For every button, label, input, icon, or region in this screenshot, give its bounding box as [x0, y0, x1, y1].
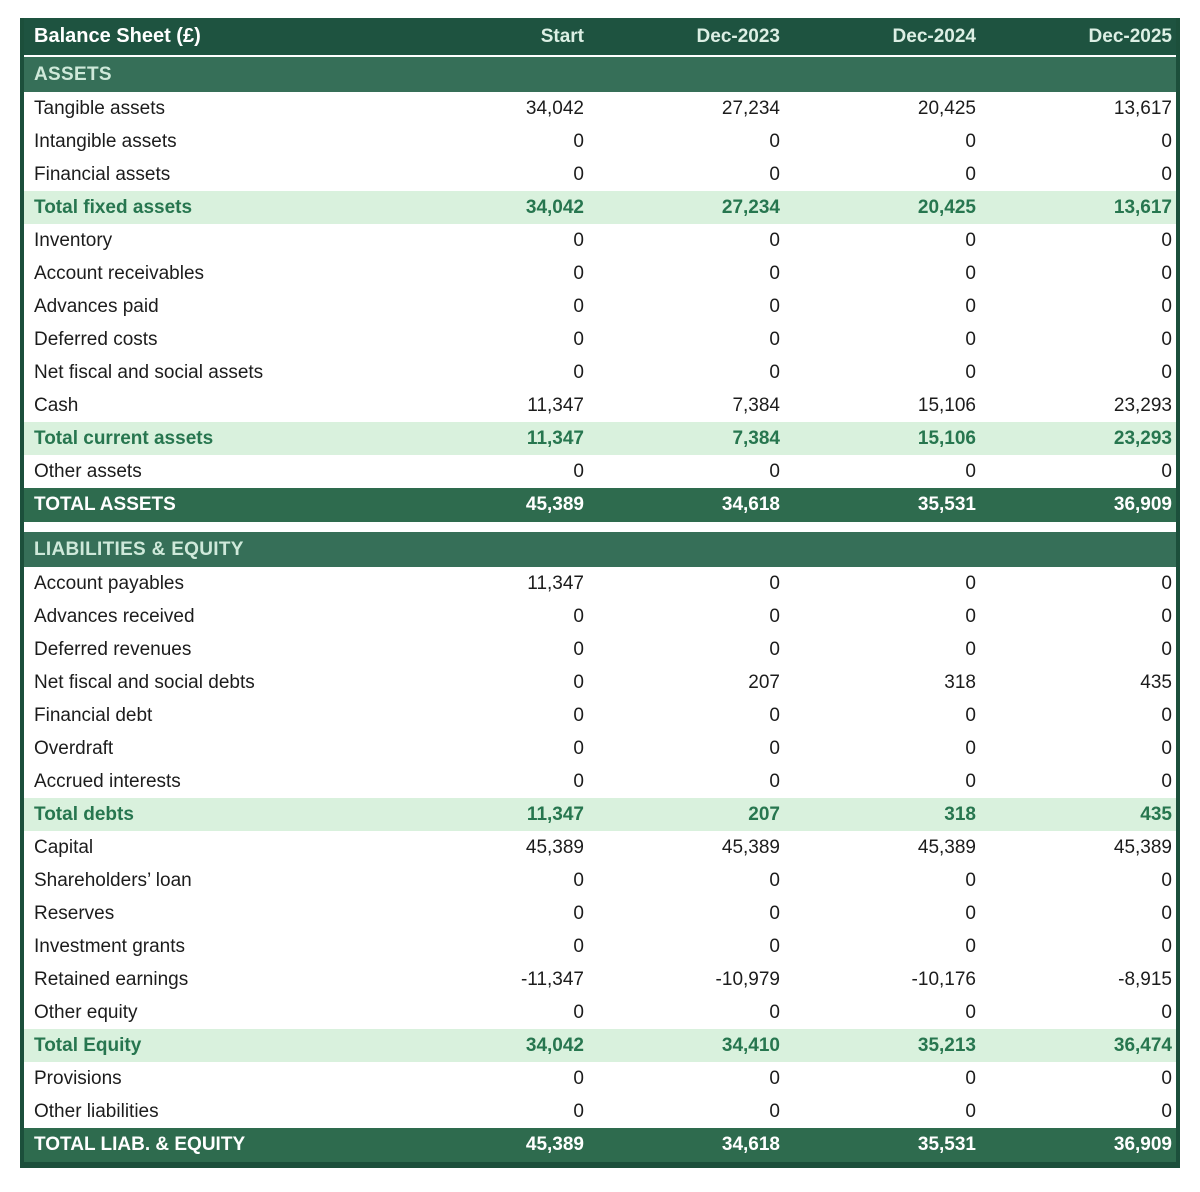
value-cell: 0	[965, 1001, 976, 1023]
value-cell: 34,618	[721, 494, 780, 515]
value-cell: 0	[1161, 737, 1172, 759]
value-cell: 0	[965, 737, 976, 759]
value-cell: 0	[1161, 902, 1172, 924]
value-cell: 34,618	[721, 1134, 780, 1155]
value-cell: 0	[769, 361, 780, 383]
row-label: Account receivables	[34, 262, 205, 284]
value-cell: 207	[748, 803, 780, 825]
value-cell: 0	[1161, 572, 1172, 594]
value-cell: 11,347	[527, 394, 584, 416]
row-label: Financial assets	[34, 163, 171, 185]
table-row	[24, 600, 1176, 633]
value-cell: -11,347	[520, 968, 584, 990]
row-label: Total Equity	[34, 1034, 142, 1056]
value-cell: 7,384	[732, 427, 780, 449]
row-label: Total fixed assets	[34, 196, 193, 218]
value-cell: 0	[965, 262, 976, 284]
value-cell: 0	[1161, 1001, 1172, 1023]
value-cell: 0	[1161, 163, 1172, 185]
table-row	[24, 125, 1176, 158]
table-title: Balance Sheet (£)	[34, 25, 201, 47]
value-cell: 0	[965, 460, 976, 482]
value-cell: 0	[965, 361, 976, 383]
value-cell: 207	[748, 671, 780, 693]
value-cell: 0	[769, 262, 780, 284]
table-row	[24, 699, 1176, 732]
value-cell: 0	[573, 1001, 584, 1023]
column-header-dec-2023: Dec-2023	[696, 25, 780, 47]
value-cell: 0	[573, 295, 584, 317]
value-cell: 45,389	[721, 836, 780, 858]
value-cell: 0	[965, 704, 976, 726]
value-cell: 45,389	[525, 836, 584, 858]
value-cell: 13,617	[1113, 97, 1172, 119]
value-cell: 45,389	[1113, 836, 1172, 858]
value-cell: 0	[965, 130, 976, 152]
value-cell: -8,915	[1118, 968, 1172, 990]
value-cell: 0	[769, 737, 780, 759]
value-cell: 7,384	[732, 394, 780, 416]
table-row	[24, 356, 1176, 389]
value-cell: 0	[573, 869, 584, 891]
value-cell: 0	[965, 328, 976, 350]
table-row	[24, 257, 1176, 290]
value-cell: 35,531	[917, 494, 976, 515]
value-cell: 435	[1140, 671, 1172, 693]
row-label: Total current assets	[34, 427, 214, 449]
value-cell: 0	[769, 935, 780, 957]
row-label: Retained earnings	[34, 968, 189, 990]
value-cell: 0	[1161, 935, 1172, 957]
table-row	[24, 897, 1176, 930]
value-cell: 0	[1161, 638, 1172, 660]
value-cell: 45,389	[525, 1134, 584, 1155]
value-cell: 0	[769, 770, 780, 792]
row-label: Account payables	[34, 572, 184, 594]
table-row	[24, 831, 1176, 864]
value-cell: 0	[769, 328, 780, 350]
row-label: Other equity	[34, 1001, 138, 1023]
value-cell: 0	[1161, 460, 1172, 482]
value-cell: 0	[769, 1100, 780, 1122]
table-row	[24, 666, 1176, 699]
value-cell: 0	[1161, 295, 1172, 317]
value-cell: 0	[769, 295, 780, 317]
value-cell: 23,293	[1113, 394, 1172, 416]
value-cell: 0	[573, 229, 584, 251]
subtotal-row	[24, 798, 1176, 831]
value-cell: 34,042	[525, 196, 584, 218]
table-row	[24, 765, 1176, 798]
value-cell: 27,234	[721, 196, 780, 218]
value-cell: 0	[1161, 328, 1172, 350]
value-cell: 0	[965, 935, 976, 957]
table-row	[24, 158, 1176, 191]
value-cell: 0	[965, 1067, 976, 1089]
section-liabilities-equity	[24, 532, 1176, 1162]
row-label: Advances received	[34, 605, 195, 627]
value-cell: 0	[769, 1067, 780, 1089]
value-cell: 0	[573, 163, 584, 185]
value-cell: 0	[965, 1100, 976, 1122]
row-label: Tangible assets	[34, 97, 165, 119]
row-label: Total debts	[34, 803, 134, 825]
value-cell: 34,410	[721, 1034, 780, 1056]
value-cell: 0	[573, 130, 584, 152]
total-row	[24, 488, 1176, 522]
value-cell: 0	[573, 770, 584, 792]
value-cell: 0	[573, 638, 584, 660]
value-cell: 0	[573, 262, 584, 284]
value-cell: 0	[1161, 869, 1172, 891]
table-row	[24, 930, 1176, 963]
row-label: Other liabilities	[34, 1100, 159, 1122]
table-header-row	[24, 18, 1176, 55]
subtotal-row	[24, 422, 1176, 455]
value-cell: 11,347	[526, 803, 584, 825]
value-cell: 36,909	[1113, 1134, 1172, 1155]
value-cell: 20,425	[917, 97, 976, 119]
value-cell: 0	[965, 638, 976, 660]
value-cell: 0	[1161, 130, 1172, 152]
table-row	[24, 1062, 1176, 1095]
value-cell: -10,176	[911, 968, 976, 990]
row-label: Inventory	[34, 229, 113, 251]
value-cell: 0	[573, 935, 584, 957]
value-cell: 27,234	[721, 97, 780, 119]
value-cell: 0	[573, 671, 584, 693]
row-label: Overdraft	[34, 737, 114, 759]
value-cell: 0	[965, 295, 976, 317]
value-cell: 34,042	[525, 97, 584, 119]
value-cell: 34,042	[525, 1034, 584, 1056]
row-label: Provisions	[34, 1067, 122, 1089]
section-header-row: LIABILITIES & EQUITY	[24, 532, 1176, 567]
value-cell: 0	[1161, 770, 1172, 792]
value-cell: 0	[1161, 1067, 1172, 1089]
value-cell: 0	[573, 704, 584, 726]
value-cell: 0	[769, 1001, 780, 1023]
value-cell: 0	[573, 1067, 584, 1089]
total-row	[24, 1128, 1176, 1162]
value-cell: 0	[573, 605, 584, 627]
table-row	[24, 633, 1176, 666]
table-row	[24, 455, 1176, 488]
value-cell: 0	[769, 130, 780, 152]
value-cell: 0	[769, 572, 780, 594]
value-cell: 0	[769, 460, 780, 482]
row-label: Advances paid	[34, 295, 159, 317]
table-row	[24, 1095, 1176, 1128]
value-cell: 435	[1140, 803, 1172, 825]
row-label: TOTAL ASSETS	[34, 494, 176, 515]
value-cell: 318	[944, 671, 976, 693]
value-cell: 0	[965, 572, 976, 594]
value-cell: 0	[1161, 704, 1172, 726]
subtotal-row	[24, 191, 1176, 224]
subtotal-row	[24, 1029, 1176, 1062]
table-row	[24, 732, 1176, 765]
table-row	[24, 290, 1176, 323]
value-cell: 45,389	[917, 836, 976, 858]
table-row	[24, 389, 1176, 422]
value-cell: 0	[965, 229, 976, 251]
value-cell: 0	[769, 163, 780, 185]
table-row	[24, 567, 1176, 600]
value-cell: 11,347	[526, 427, 584, 449]
row-label: TOTAL LIAB. & EQUITY	[34, 1134, 246, 1155]
table-row	[24, 92, 1176, 125]
value-cell: -10,979	[715, 968, 780, 990]
value-cell: 0	[769, 704, 780, 726]
table-body	[24, 55, 1176, 1162]
balance-sheet-table	[20, 18, 1180, 1168]
value-cell: 0	[573, 328, 584, 350]
row-label: Deferred costs	[34, 328, 158, 350]
value-cell: 35,213	[917, 1034, 976, 1056]
table-row	[24, 323, 1176, 356]
value-cell: 318	[944, 803, 976, 825]
value-cell: 13,617	[1113, 196, 1172, 218]
column-header-dec-2024: Dec-2024	[892, 25, 976, 47]
row-label: Cash	[34, 394, 79, 416]
row-label: Investment grants	[34, 935, 186, 957]
value-cell: 0	[573, 460, 584, 482]
column-header-dec-2025: Dec-2025	[1088, 25, 1172, 47]
value-cell: 0	[573, 737, 584, 759]
value-cell: 36,474	[1113, 1034, 1172, 1056]
value-cell: 35,531	[917, 1134, 976, 1155]
row-label: Other assets	[34, 460, 142, 482]
value-cell: 15,106	[917, 427, 976, 449]
value-cell: 0	[1161, 262, 1172, 284]
row-label: Reserves	[34, 902, 115, 924]
section-header-row: ASSETS	[24, 57, 1176, 92]
value-cell: 0	[965, 605, 976, 627]
value-cell: 0	[769, 605, 780, 627]
value-cell: 36,909	[1113, 494, 1172, 515]
section-assets	[24, 55, 1176, 522]
value-cell: 0	[965, 770, 976, 792]
value-cell: 0	[1161, 605, 1172, 627]
value-cell: 0	[769, 638, 780, 660]
table-row	[24, 224, 1176, 257]
value-cell: 20,425	[917, 196, 976, 218]
row-label: Shareholders’ loan	[34, 869, 192, 891]
value-cell: 11,347	[527, 572, 584, 594]
value-cell: 0	[1161, 1100, 1172, 1122]
value-cell: 0	[1161, 361, 1172, 383]
value-cell: 0	[965, 902, 976, 924]
value-cell: 23,293	[1113, 427, 1172, 449]
value-cell: 45,389	[525, 494, 584, 515]
value-cell: 0	[965, 163, 976, 185]
table-row	[24, 864, 1176, 897]
row-label: Net fiscal and social assets	[34, 361, 264, 383]
value-cell: 0	[769, 869, 780, 891]
value-cell: 0	[1161, 229, 1172, 251]
value-cell: 15,106	[917, 394, 976, 416]
value-cell: 0	[573, 361, 584, 383]
row-label: Intangible assets	[34, 130, 177, 152]
table-row	[24, 963, 1176, 996]
row-label: Financial debt	[34, 704, 153, 726]
value-cell: 0	[573, 1100, 584, 1122]
column-header-start: Start	[540, 25, 584, 47]
row-label: Capital	[34, 836, 94, 858]
value-cell: 0	[573, 902, 584, 924]
table-row	[24, 996, 1176, 1029]
row-label: Net fiscal and social debts	[34, 671, 255, 693]
value-cell: 0	[965, 869, 976, 891]
value-cell: 0	[769, 902, 780, 924]
row-label: Deferred revenues	[34, 638, 192, 660]
row-label: Accrued interests	[34, 770, 181, 792]
value-cell: 0	[769, 229, 780, 251]
